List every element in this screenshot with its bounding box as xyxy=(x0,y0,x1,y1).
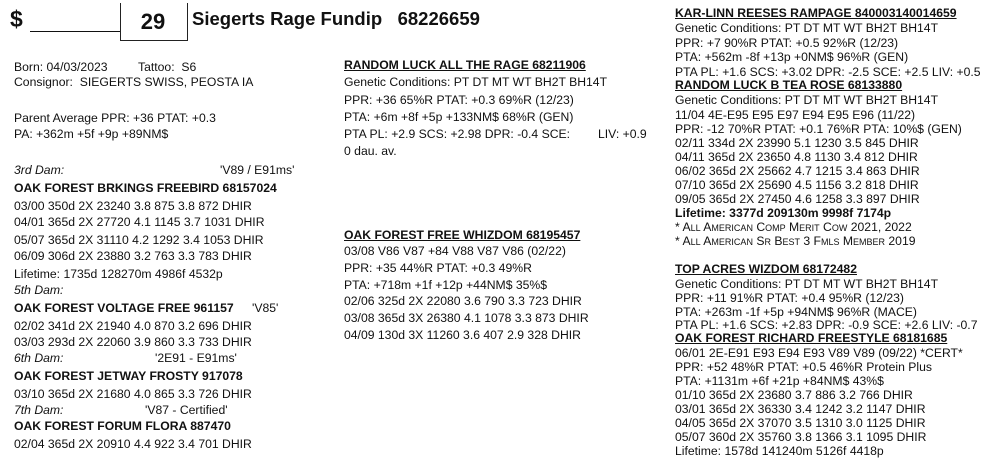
sire-line: PTA: +6m +8f +5p +133NM$ 68%R (GEN) xyxy=(344,110,574,124)
tattoo-label: Tattoo: xyxy=(138,60,175,74)
dam3-record: 04/01 365d 2X 27720 4.1 1145 3.7 1031 DHIR xyxy=(14,215,265,229)
pa-line: PA: +362m +5f +9p +89NM$ xyxy=(14,127,169,141)
sire-line: Genetic Conditions: PT DT MT WT BH2T BH14T xyxy=(344,75,608,89)
dam7-score: 'V87 - Certified' xyxy=(145,403,228,417)
dam5-record: 02/02 341d 2X 21940 4.0 870 3.2 696 DHIR xyxy=(14,319,252,333)
tattoo-group xyxy=(138,60,196,74)
dam5-score: 'V85' xyxy=(252,301,279,315)
dam7-record: 02/04 365d 2X 20910 4.4 922 3.4 701 DHIR xyxy=(14,437,252,451)
freestyle-line: 06/01 2E-E91 E93 E94 E93 V89 V89 (09/22) *CERT* xyxy=(675,346,963,360)
tea-rose-line: Genetic Conditions: PT DT MT WT BH2T BH14T xyxy=(675,93,939,107)
dam6-record: 03/10 365d 2X 21680 4.0 865 3.3 726 DHIR xyxy=(14,387,252,401)
dam3-record: 03/00 350d 2X 23240 3.8 875 3.8 872 DHIR xyxy=(14,199,252,213)
freestyle-name: OAK FOREST RICHARD FREESTYLE 68181685 xyxy=(675,331,948,345)
animal-reg-number: 68226659 xyxy=(397,8,480,29)
tea-rose-record: 02/11 334d 2X 23990 5.1 1230 3.5 845 DHIR xyxy=(675,136,919,150)
dam-line: 03/08 V86 V87 +84 V88 V87 V86 (02/22) xyxy=(344,244,566,258)
price-blank-line xyxy=(30,31,122,32)
sire-pta-pl: PTA PL: +2.9 SCS: +2.98 DPR: -0.4 SCE: xyxy=(344,127,571,141)
freestyle-record: 01/10 365d 2X 23680 3.7 886 3.2 766 DHIR xyxy=(675,388,913,402)
freestyle-line: PPR: +52 48%R PTAT: +0.5 46%R Protein Plus xyxy=(675,360,932,374)
dam-line: 04/09 130d 3X 11260 3.6 407 2.9 328 DHIR xyxy=(344,328,581,342)
freestyle-record: 04/05 365d 2X 37070 3.5 1310 3.0 1125 DHIR xyxy=(675,416,926,430)
lot-number: 29 xyxy=(140,9,166,34)
sire-dau-avg: 0 dau. av. xyxy=(344,144,397,158)
kar-linn-name: KAR-LINN REESES RAMPAGE 840003140014659 xyxy=(675,6,957,20)
top-acres-name: TOP ACRES WIZDOM 68172482 xyxy=(675,262,857,276)
dam5-name: OAK FOREST VOLTAGE FREE 961157 xyxy=(14,301,234,315)
top-acres-line: PPR: +11 91%R PTAT: +0.4 95%R (12/23) xyxy=(675,291,904,305)
dam3-name: OAK FOREST BRKINGS FREEBIRD 68157024 xyxy=(14,181,277,195)
dam-name: OAK FOREST FREE WHIZDOM 68195457 xyxy=(344,228,581,242)
tea-rose-award: * All American Comp Merit Cow 2021, 2022 xyxy=(675,220,912,234)
dam6-name: OAK FOREST JETWAY FROSTY 917078 xyxy=(14,369,243,383)
dam5-label: 5th Dam: xyxy=(14,283,64,297)
born-date: 04/03/2023 xyxy=(46,60,108,74)
sire-line: PPR: +36 65%R PTAT: +0.3 69%R (12/23) xyxy=(344,93,574,107)
dam3-record: 06/09 306d 2X 23880 3.2 763 3.3 783 DHIR xyxy=(14,249,252,263)
kar-linn-line: PTA: +562m -8f +13p +0NM$ 96%R (GEN) xyxy=(675,50,909,64)
tea-rose-record: 04/11 365d 2X 23650 4.8 1130 3.4 812 DHIR xyxy=(675,150,918,164)
kar-linn-line: Genetic Conditions: PT DT MT WT BH2T BH14T xyxy=(675,21,939,35)
tea-rose-award: * All American Sr Best 3 Fmls Member 2019 xyxy=(675,234,916,248)
tea-rose-record: 09/05 365d 2X 27450 4.6 1258 3.3 897 DHIR xyxy=(675,192,920,206)
top-acres-line: Genetic Conditions: PT DT MT WT BH2T BH14T xyxy=(675,277,939,291)
dam3-score: 'V89 / E91ms' xyxy=(220,163,295,177)
tea-rose-name: RANDOM LUCK B TEA ROSE 68133880 xyxy=(675,78,903,92)
dam3-record: 05/07 365d 2X 31110 4.2 1292 3.4 1053 DHIR xyxy=(14,233,264,247)
consignor-label: Consignor: xyxy=(14,75,73,89)
dam-line: 02/06 325d 2X 22080 3.6 790 3.3 723 DHIR xyxy=(344,294,582,308)
tea-rose-line: PPR: -12 70%R PTAT: +0.1 76%R PTA: 10%$ (GEN) xyxy=(675,122,962,136)
kar-linn-line: PTA PL: +1.6 SCS: +3.02 DPR: -2.5 SCE: +2.5 LIV: +0.5 xyxy=(675,65,981,79)
dam-line: 03/08 365d 3X 26380 4.1 1078 3.3 873 DHIR xyxy=(344,311,589,325)
tea-rose-record: 06/02 365d 2X 25662 4.7 1215 3.4 863 DHIR xyxy=(675,164,920,178)
dam3-lifetime: Lifetime: 1735d 128270m 4986f 4532p xyxy=(14,267,223,281)
freestyle-record: 03/01 365d 2X 36330 3.4 1242 3.2 1147 DHIR xyxy=(675,402,926,416)
dam6-label: 6th Dam: xyxy=(14,351,64,365)
dam5-record: 03/03 293d 2X 22060 3.9 860 3.3 733 DHIR xyxy=(14,335,252,349)
born-label: Born: xyxy=(14,60,44,74)
sire-liv: LIV: +0.9 xyxy=(598,127,647,141)
price-dollar-sign: $ xyxy=(10,6,23,32)
dam7-name: OAK FOREST FORUM FLORA 887470 xyxy=(14,419,231,433)
consignor-row xyxy=(14,75,253,89)
born-row xyxy=(14,60,197,74)
dam-line: PTA: +718m +1f +12p +44NM$ 35%$ xyxy=(344,278,548,292)
consignor-value: SIEGERTS SWISS, PEOSTA IA xyxy=(79,75,254,89)
top-acres-line: PTA: +263m -1f +5p +94NM$ 96%R (MACE) xyxy=(675,305,917,319)
animal-name: Siegerts Rage Fundip xyxy=(192,8,383,29)
top-acres-line: PTA PL: +1.6 SCS: +2.83 DPR: -0.9 SCE: +2.6 LIV: -0.7 xyxy=(675,318,978,332)
freestyle-lifetime: Lifetime: 1578d 141240m 5126f 4418p xyxy=(675,444,884,458)
tattoo-value: S6 xyxy=(181,60,197,74)
freestyle-record: 05/07 360d 2X 35760 3.8 1366 3.1 1095 DHIR xyxy=(675,430,927,444)
kar-linn-line: PPR: +7 90%R PTAT: +0.5 92%R (12/23) xyxy=(675,36,899,50)
animal-title xyxy=(192,8,480,30)
dam-line: PPR: +35 44%R PTAT: +0.3 49%R xyxy=(344,261,532,275)
parent-average: Parent Average PPR: +36 PTAT: +0.3 xyxy=(14,111,216,125)
tea-rose-line: 11/04 4E-E95 E95 E97 E94 E95 E96 (11/22) xyxy=(675,108,916,122)
tea-rose-record: 07/10 365d 2X 25690 4.5 1156 3.2 818 DHIR xyxy=(675,178,919,192)
dam7-label: 7th Dam: xyxy=(14,403,64,417)
dam3-label: 3rd Dam: xyxy=(14,163,65,177)
dam6-score: '2E91 - E91ms' xyxy=(155,351,237,365)
tea-rose-lifetime: Lifetime: 3377d 209130m 9998f 7174p xyxy=(675,206,892,220)
sire-name: RANDOM LUCK ALL THE RAGE 68211906 xyxy=(344,58,586,72)
freestyle-line: PTA: +1131m +6f +21p +84NM$ 43%$ xyxy=(675,374,884,388)
